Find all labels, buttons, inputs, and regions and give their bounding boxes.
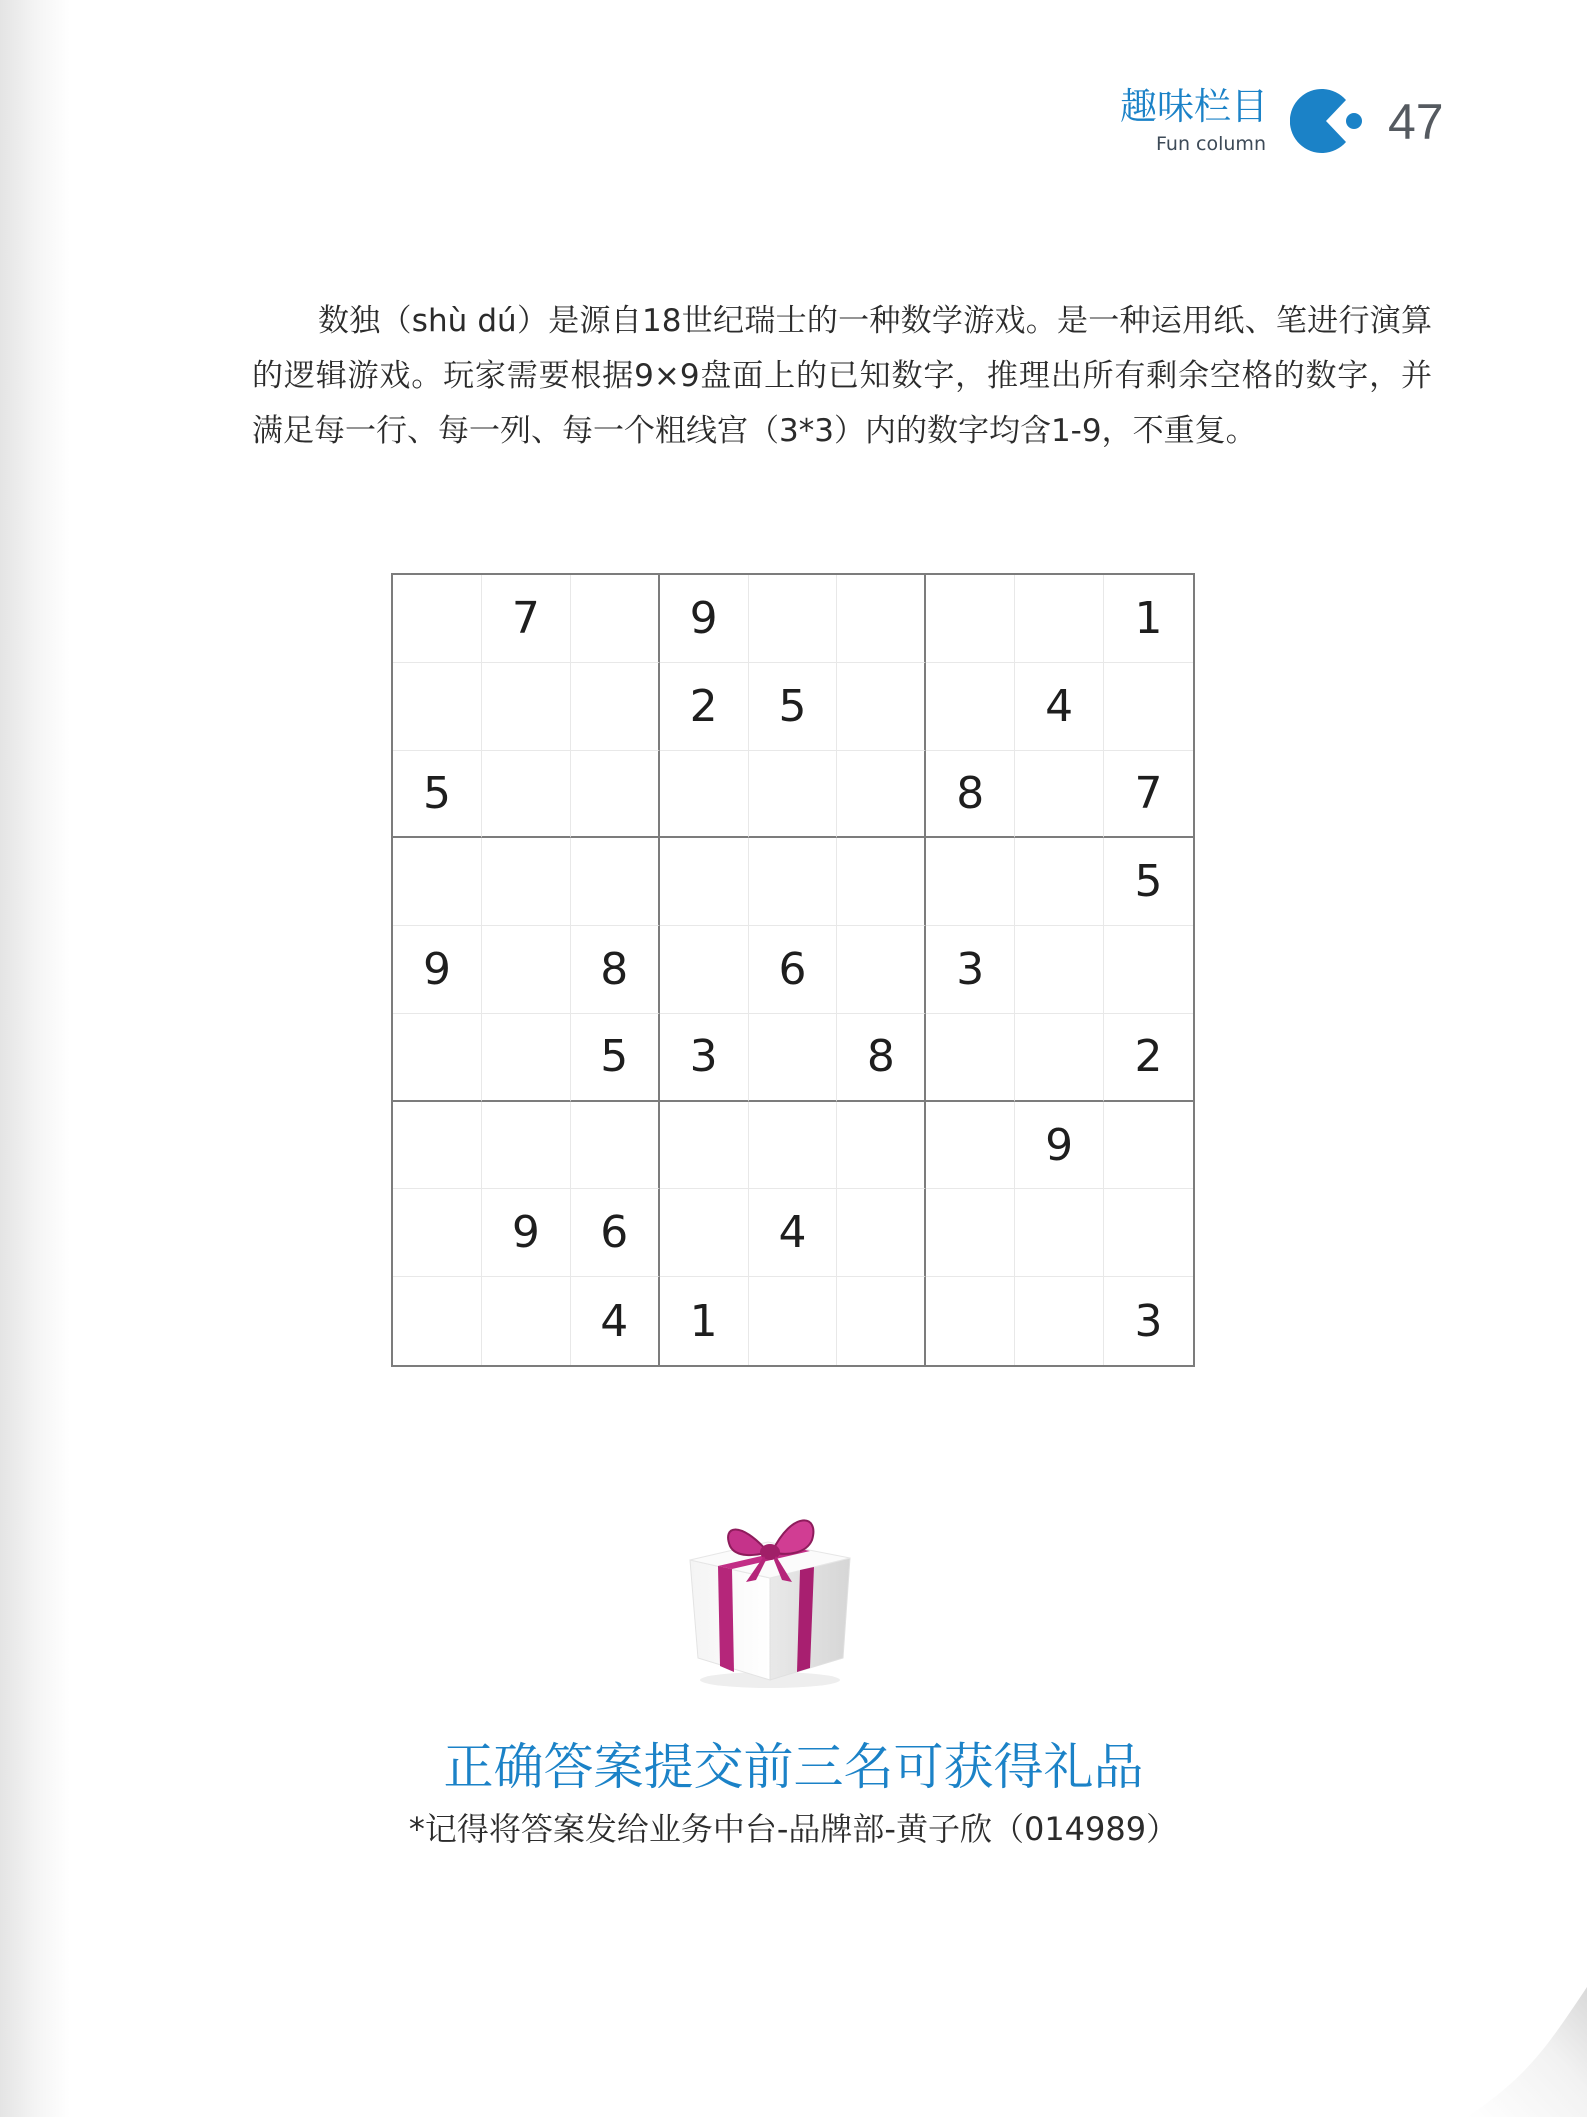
sudoku-cell xyxy=(837,1102,926,1190)
section-subtitle: Fun column xyxy=(1156,133,1266,155)
sudoku-cell: 8 xyxy=(837,1014,926,1102)
pac-man-icon xyxy=(1290,86,1370,156)
sudoku-cell: 9 xyxy=(660,575,749,663)
sudoku-cell: 9 xyxy=(1015,1102,1104,1190)
sudoku-introduction: 数独（shù dú）是源自18世纪瑞士的一种数学游戏。是一种运用纸、笔进行演算的逻辑游戏。玩家需要根据9×9盘面上的已知数字，推理出所有剩余空格的数字，并满足每一行、每一列、每一个粗线宫（3*3）内的数字均含1-9，不重复。 xyxy=(252,303,1432,449)
sudoku-cell xyxy=(837,1277,926,1365)
sudoku-cell xyxy=(1104,663,1193,751)
sudoku-cell xyxy=(571,663,660,751)
sudoku-cell xyxy=(660,751,749,839)
sudoku-cell: 8 xyxy=(571,926,660,1014)
page-curl-icon xyxy=(1397,1927,1587,2117)
sudoku-cell xyxy=(749,1014,838,1102)
sudoku-cell xyxy=(926,1102,1015,1190)
page-number: 47 xyxy=(1388,94,1444,150)
sudoku-cell xyxy=(1015,751,1104,839)
submission-note: *记得将答案发给业务中台-品牌部-黄子欣（014989） xyxy=(408,1810,1179,1848)
sudoku-cell xyxy=(926,1277,1015,1365)
sudoku-cell: 2 xyxy=(1104,1014,1193,1102)
sudoku-cell: 4 xyxy=(749,1189,838,1277)
sudoku-cell xyxy=(1104,926,1193,1014)
sudoku-cell: 1 xyxy=(660,1277,749,1365)
sudoku-cell xyxy=(482,663,571,751)
sudoku-cell xyxy=(571,575,660,663)
sudoku-cell: 5 xyxy=(393,751,482,839)
sudoku-cell xyxy=(660,926,749,1014)
sudoku-cell xyxy=(1015,1277,1104,1365)
sudoku-cell: 5 xyxy=(1104,838,1193,926)
sudoku-cell xyxy=(837,838,926,926)
sudoku-cell xyxy=(482,838,571,926)
sudoku-puzzle xyxy=(391,573,1195,1367)
sudoku-cell xyxy=(393,1014,482,1102)
sudoku-cell: 9 xyxy=(482,1189,571,1277)
sudoku-cell xyxy=(482,1014,571,1102)
sudoku-cell xyxy=(660,838,749,926)
page-binding-shadow xyxy=(0,0,70,2117)
sudoku-cell: 7 xyxy=(1104,751,1193,839)
sudoku-cell: 5 xyxy=(749,663,838,751)
sudoku-cell xyxy=(393,1277,482,1365)
sudoku-cell: 8 xyxy=(926,751,1015,839)
sudoku-cell xyxy=(393,1189,482,1277)
sudoku-cell xyxy=(1015,838,1104,926)
sudoku-cell xyxy=(749,838,838,926)
sudoku-cell: 4 xyxy=(571,1277,660,1365)
sudoku-cell xyxy=(482,926,571,1014)
sudoku-cell: 1 xyxy=(1104,575,1193,663)
sudoku-cell xyxy=(393,1102,482,1190)
sudoku-cell: 5 xyxy=(571,1014,660,1102)
sudoku-cell xyxy=(1015,926,1104,1014)
sudoku-cell xyxy=(837,926,926,1014)
sudoku-cell xyxy=(749,1277,838,1365)
sudoku-cell xyxy=(837,751,926,839)
sudoku-cell: 4 xyxy=(1015,663,1104,751)
sudoku-grid xyxy=(391,573,1195,1367)
sudoku-cell xyxy=(1104,1102,1193,1190)
sudoku-cell: 2 xyxy=(660,663,749,751)
sudoku-cell xyxy=(926,1189,1015,1277)
prize-headline: 正确答案提交前三名可获得礼品 xyxy=(443,1738,1144,1796)
sudoku-cell xyxy=(393,575,482,663)
sudoku-cell xyxy=(749,575,838,663)
sudoku-cell xyxy=(660,1102,749,1190)
sudoku-cell xyxy=(1015,1014,1104,1102)
sudoku-cell xyxy=(482,1102,571,1190)
sudoku-cell xyxy=(926,838,1015,926)
sudoku-cell xyxy=(571,751,660,839)
sudoku-cell xyxy=(837,575,926,663)
gift-box-icon xyxy=(680,1490,860,1690)
sudoku-cell: 3 xyxy=(926,926,1015,1014)
sudoku-cell: 6 xyxy=(749,926,838,1014)
sudoku-cell xyxy=(393,663,482,751)
sudoku-cell: 9 xyxy=(393,926,482,1014)
sudoku-cell xyxy=(1015,1189,1104,1277)
sudoku-cell xyxy=(749,751,838,839)
sudoku-cell: 3 xyxy=(1134,1295,1163,1347)
sudoku-cell xyxy=(482,751,571,839)
sudoku-cell xyxy=(749,1102,838,1190)
sudoku-cell xyxy=(926,575,1015,663)
sudoku-cell: 3 xyxy=(660,1014,749,1102)
sudoku-cell xyxy=(571,1102,660,1190)
sudoku-cell: 7 xyxy=(482,575,571,663)
sudoku-cell: 6 xyxy=(571,1189,660,1277)
sudoku-cell xyxy=(1015,575,1104,663)
sudoku-cell xyxy=(837,663,926,751)
sudoku-cell xyxy=(482,1277,571,1365)
sudoku-cell xyxy=(393,838,482,926)
sudoku-cell xyxy=(1104,1189,1193,1277)
sudoku-cell xyxy=(926,663,1015,751)
sudoku-cell xyxy=(571,838,660,926)
sudoku-cell xyxy=(660,1189,749,1277)
section-title: 趣味栏目 xyxy=(1120,85,1268,128)
sudoku-cell xyxy=(837,1189,926,1277)
sudoku-cell xyxy=(926,1014,1015,1102)
